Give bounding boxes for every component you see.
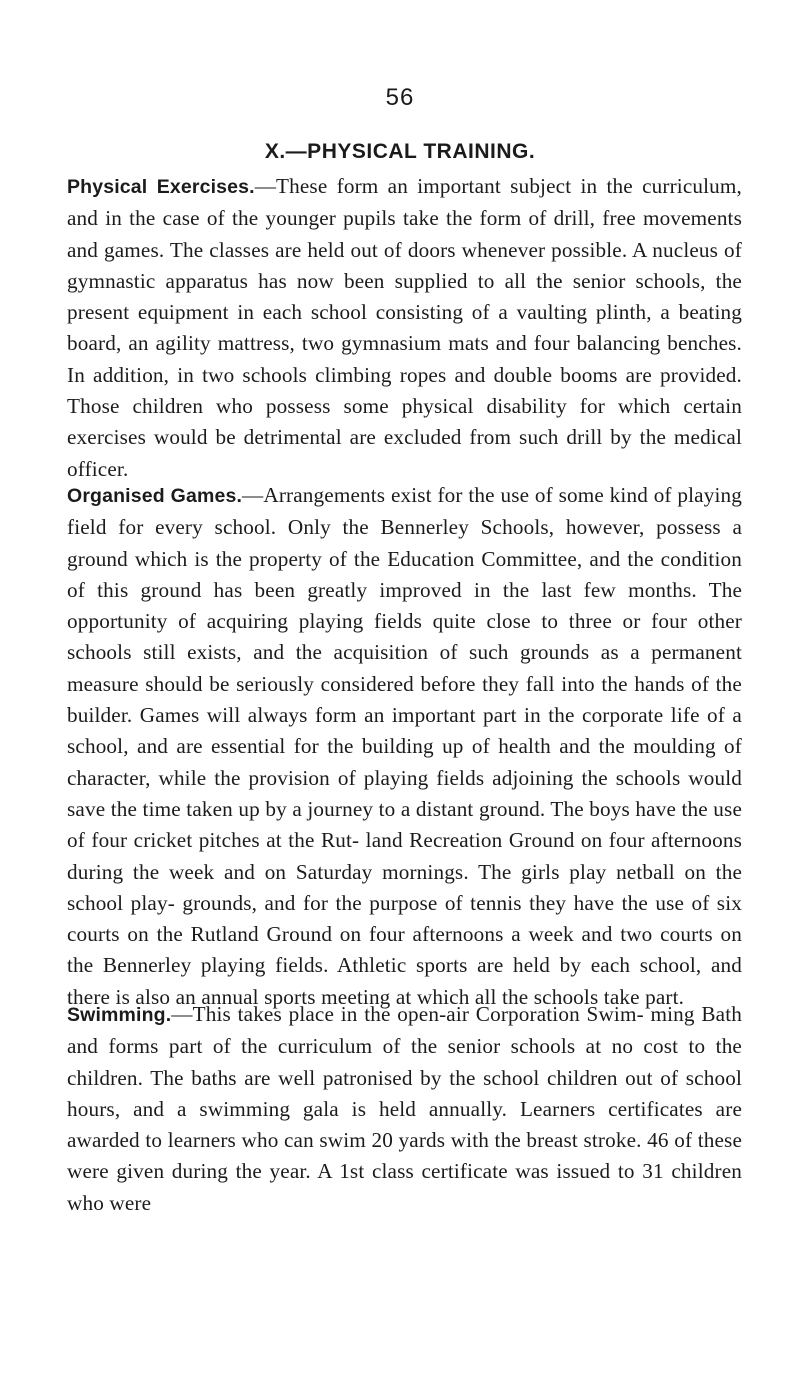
section-heading: Physical Exercises. [67, 176, 255, 198]
section-body: —This takes place in the open-air Corporation Swim- ming Bath and forms part of the curriculum of the senior schools at no cost to the children. The baths are well patronised by the school children out of school hours, and a swimming gala is held annually. Learners certificates are awarded to learners who can swim 20 yards with the breast stroke. 46 of these were given during the year. A 1st class certificate was issued to 31 children who were [67, 1002, 742, 1215]
page-title: X.—PHYSICAL TRAINING. [264, 140, 536, 163]
section-physical-exercises [67, 171, 742, 485]
section-body: —Arrangements exist for the use of some kind of playing field for every school. Only the Bennerley Schools, however, possess a ground which is the property of the Education Committee, and the condition of this ground has been greatly improved in the last few months. The opportunity of acquiring playing fields quite close to three or four other schools still exists, and the acquisition of such grounds as a permanent measure should be seriously considered before they fall into the hands of the builder. Games will always form an important part in the corporate life of a school, and are essential for the building up of health and the moulding of character, while the provision of playing fields adjoining the schools would save the time taken up by a journey to a distant ground. The boys have the use of four cricket pitches at the Rut- land Recreation Ground on four afternoons during the week and on Saturday mornings. The girls play netball on the school play- grounds, and for the purpose of tennis they have the use of six courts on the Rutland Ground on four afternoons a week and two courts on the Bennerley playing fields. Athletic sports are held by each school, and there is also an annual sports meeting at which all the schools take part. [67, 483, 742, 1009]
page-number: 56 [385, 84, 415, 111]
section-heading: Organised Games. [67, 485, 243, 507]
section-organised-games [67, 480, 742, 1013]
section-body: —These form an important subject in the curriculum, and in the case of the younger pupils take the form of drill, free movements and games. The classes are held out of doors whenever possible. A nucleus of gymnastic apparatus has now been supplied to all the senior schools, the present equipment in each school consisting of a vaulting plinth, a beating board, an agility mattress, two gymnasium mats and four balancing benches. In addition, in two schools climbing ropes and double booms are provided. Those children who possess some physical disability for which certain exercises would be detrimental are excluded from such drill by the medical officer. [67, 174, 742, 481]
section-swimming [67, 999, 742, 1219]
section-heading: Swimming. [67, 1004, 172, 1026]
